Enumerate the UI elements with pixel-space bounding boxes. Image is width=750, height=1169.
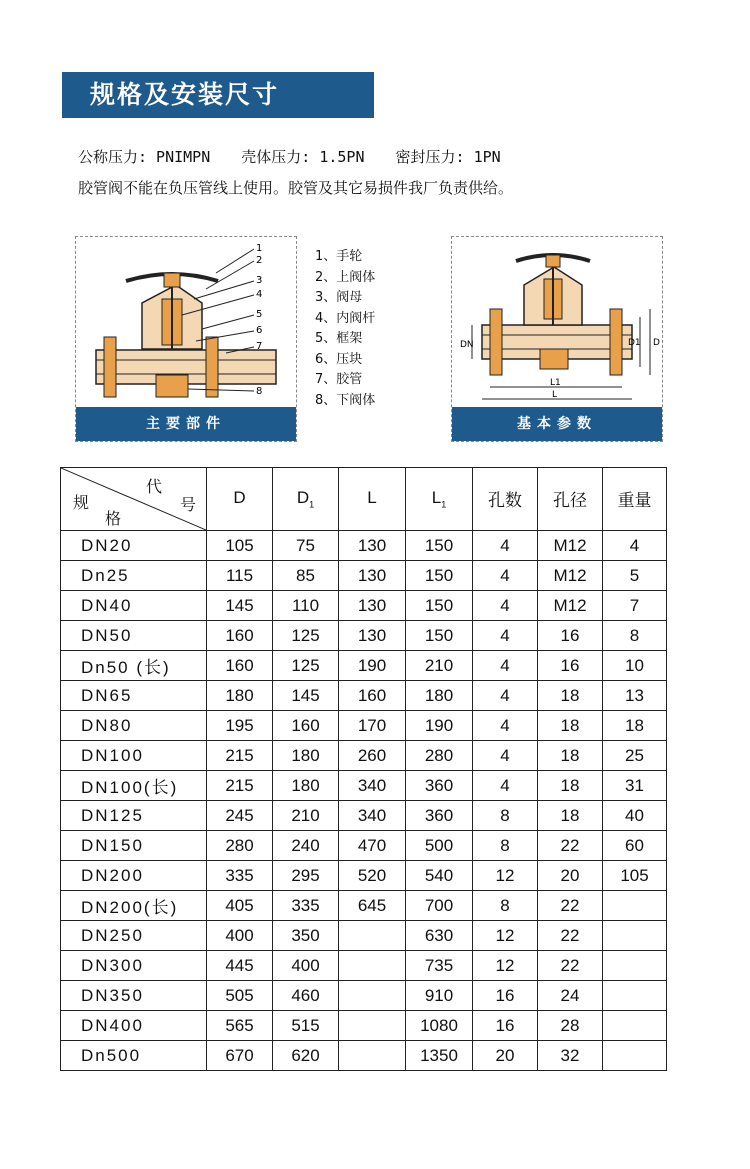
value-cell — [339, 1041, 406, 1071]
part-item: 4、内阀杆 — [315, 310, 376, 326]
value-cell: 12 — [473, 951, 538, 981]
value-cell: 400 — [273, 951, 339, 981]
value-cell — [603, 1011, 667, 1041]
value-cell: 240 — [273, 831, 339, 861]
callout-3: 3 — [256, 275, 263, 286]
value-cell: 160 — [207, 651, 273, 681]
column-header: L — [339, 468, 406, 531]
value-cell: 4 — [473, 531, 538, 561]
part-item: 7、胶管 — [315, 372, 363, 387]
value-cell: 160 — [273, 711, 339, 741]
table-row — [61, 651, 667, 681]
value-cell: 210 — [406, 651, 473, 681]
value-cell: 18 — [538, 681, 603, 711]
header-spec-1: 规 — [73, 495, 90, 512]
value-cell: 360 — [406, 801, 473, 831]
value-cell: 85 — [273, 561, 339, 591]
spec-cell: DN50 — [61, 621, 207, 651]
value-cell: 10 — [603, 651, 667, 681]
table-row — [61, 831, 667, 861]
nominal-pressure: 公称压力: PNIMPN — [78, 148, 211, 166]
spec-cell: DN40 — [61, 591, 207, 621]
value-cell — [339, 921, 406, 951]
part-item: 2、上阀体 — [315, 269, 376, 285]
value-cell: M12 — [538, 561, 603, 591]
column-header: D — [207, 468, 273, 531]
value-cell: 260 — [339, 741, 406, 771]
value-cell: M12 — [538, 591, 603, 621]
value-cell: 565 — [207, 1011, 273, 1041]
value-cell: 4 — [473, 711, 538, 741]
value-cell: 150 — [406, 561, 473, 591]
table-row — [61, 711, 667, 741]
value-cell: 160 — [207, 621, 273, 651]
value-cell — [339, 981, 406, 1011]
value-cell: 4 — [473, 771, 538, 801]
value-cell: 18 — [538, 711, 603, 741]
value-cell: 645 — [339, 891, 406, 921]
table-row — [61, 591, 667, 621]
value-cell: 170 — [339, 711, 406, 741]
value-cell: 22 — [538, 831, 603, 861]
table-row — [61, 921, 667, 951]
value-cell: 180 — [273, 771, 339, 801]
value-cell: 18 — [538, 741, 603, 771]
column-header: $L_1$ — [406, 468, 473, 531]
components-caption: 主要部件 — [76, 407, 296, 441]
value-cell: 620 — [273, 1041, 339, 1071]
value-cell: 105 — [603, 861, 667, 891]
value-cell: 1080 — [406, 1011, 473, 1041]
valve-components-drawing — [76, 237, 298, 409]
value-cell: 28 — [538, 1011, 603, 1041]
value-cell: 150 — [406, 591, 473, 621]
part-item: 6、压块 — [315, 351, 363, 367]
components-figure — [75, 236, 297, 442]
dim-dn: DN — [460, 340, 474, 350]
value-cell: 460 — [273, 981, 339, 1011]
value-cell: 4 — [473, 741, 538, 771]
spec-cell: DN150 — [61, 831, 207, 861]
value-cell: 8 — [473, 801, 538, 831]
value-cell: 130 — [339, 591, 406, 621]
spec-cell: DN200(长) — [61, 891, 207, 921]
value-cell: 400 — [207, 921, 273, 951]
value-cell — [603, 921, 667, 951]
spec-cell: DN100(长) — [61, 771, 207, 801]
value-cell: 40 — [603, 801, 667, 831]
value-cell: 7 — [603, 591, 667, 621]
value-cell: 1350 — [406, 1041, 473, 1071]
value-cell: 195 — [207, 711, 273, 741]
value-cell: 360 — [406, 771, 473, 801]
value-cell: 405 — [207, 891, 273, 921]
value-cell: 8 — [603, 621, 667, 651]
value-cell — [603, 981, 667, 1011]
value-cell: 105 — [207, 531, 273, 561]
value-cell: 22 — [538, 921, 603, 951]
spec-cell: DN300 — [61, 951, 207, 981]
spec-cell: DN20 — [61, 531, 207, 561]
spec-cell: DN65 — [61, 681, 207, 711]
part-item: 1、手轮 — [315, 249, 363, 264]
callout-4: 4 — [256, 289, 263, 300]
dim-d: D — [653, 338, 660, 348]
table-row — [61, 771, 667, 801]
value-cell: 130 — [339, 621, 406, 651]
table-row — [61, 951, 667, 981]
callout-2: 2 — [256, 255, 263, 266]
header-spec-2: 格 — [105, 511, 122, 528]
value-cell: 180 — [273, 741, 339, 771]
value-cell: 4 — [473, 621, 538, 651]
value-cell: 210 — [273, 801, 339, 831]
value-cell: 630 — [406, 921, 473, 951]
value-cell: 8 — [473, 891, 538, 921]
spec-cell: DN200 — [61, 861, 207, 891]
spec-cell: Dn500 — [61, 1041, 207, 1071]
value-cell: 125 — [273, 621, 339, 651]
value-cell: 520 — [339, 861, 406, 891]
spec-cell: Dn50 (长) — [61, 651, 207, 681]
header-code-2: 号 — [179, 497, 196, 514]
usage-note: 胶管阀不能在负压管线上使用。胶管及其它易损件我厂负责供给。 — [78, 179, 514, 197]
value-cell: 160 — [339, 681, 406, 711]
value-cell: 910 — [406, 981, 473, 1011]
table-body — [61, 531, 667, 1071]
dim-l: L — [552, 390, 558, 400]
value-cell: 180 — [207, 681, 273, 711]
column-header: $D_1$ — [273, 468, 339, 531]
value-cell — [339, 1011, 406, 1041]
table-row — [61, 531, 667, 561]
value-cell: 4 — [473, 681, 538, 711]
dim-d1: D1 — [628, 338, 641, 348]
table-row — [61, 801, 667, 831]
value-cell: 150 — [406, 621, 473, 651]
column-header: 重量 — [603, 468, 667, 531]
section-title: 规格及安装尺寸 — [62, 72, 374, 118]
value-cell: 5 — [603, 561, 667, 591]
table-row — [61, 981, 667, 1011]
value-cell: M12 — [538, 531, 603, 561]
value-cell: 340 — [339, 771, 406, 801]
value-cell: 295 — [273, 861, 339, 891]
value-cell: 180 — [406, 681, 473, 711]
value-cell: 470 — [339, 831, 406, 861]
value-cell: 130 — [339, 561, 406, 591]
value-cell: 150 — [406, 531, 473, 561]
value-cell: 12 — [473, 921, 538, 951]
value-cell: 335 — [207, 861, 273, 891]
value-cell — [603, 951, 667, 981]
callout-8: 8 — [256, 386, 263, 397]
table-header-row — [61, 468, 667, 531]
value-cell: 4 — [473, 591, 538, 621]
value-cell: 505 — [207, 981, 273, 1011]
value-cell: 16 — [538, 651, 603, 681]
value-cell: 20 — [473, 1041, 538, 1071]
spec-cell: DN350 — [61, 981, 207, 1011]
dimensions-table-wrap — [60, 467, 667, 1071]
value-cell: 32 — [538, 1041, 603, 1071]
value-cell: 16 — [538, 621, 603, 651]
value-cell: 500 — [406, 831, 473, 861]
parts-list — [315, 247, 375, 411]
table-row — [61, 621, 667, 651]
value-cell: 4 — [603, 531, 667, 561]
dim-l1: L1 — [550, 378, 561, 388]
value-cell — [603, 1041, 667, 1071]
value-cell: 340 — [339, 801, 406, 831]
value-cell: 125 — [273, 651, 339, 681]
pressure-specs — [78, 146, 523, 167]
value-cell: 75 — [273, 531, 339, 561]
value-cell: 700 — [406, 891, 473, 921]
value-cell: 215 — [207, 771, 273, 801]
value-cell: 18 — [603, 711, 667, 741]
table-row — [61, 891, 667, 921]
value-cell — [603, 891, 667, 921]
value-cell: 115 — [207, 561, 273, 591]
value-cell: 16 — [473, 981, 538, 1011]
value-cell: 280 — [207, 831, 273, 861]
value-cell: 20 — [538, 861, 603, 891]
value-cell: 735 — [406, 951, 473, 981]
value-cell: 60 — [603, 831, 667, 861]
value-cell: 540 — [406, 861, 473, 891]
value-cell: 4 — [473, 561, 538, 591]
spec-cell: DN100 — [61, 741, 207, 771]
value-cell: 8 — [473, 831, 538, 861]
value-cell: 335 — [273, 891, 339, 921]
value-cell: 670 — [207, 1041, 273, 1071]
value-cell: 145 — [207, 591, 273, 621]
callout-6: 6 — [256, 325, 263, 336]
value-cell: 350 — [273, 921, 339, 951]
value-cell: 445 — [207, 951, 273, 981]
value-cell: 245 — [207, 801, 273, 831]
spec-cell: DN250 — [61, 921, 207, 951]
shell-pressure: 壳体压力: 1.5PN — [241, 148, 365, 166]
value-cell: 190 — [406, 711, 473, 741]
table-row — [61, 1011, 667, 1041]
header-code-1: 代 — [145, 479, 162, 496]
column-header: 孔径 — [538, 468, 603, 531]
dimensions-table — [60, 467, 667, 1071]
value-cell: 22 — [538, 951, 603, 981]
column-header: 孔数 — [473, 468, 538, 531]
part-item: 5、框架 — [315, 331, 363, 346]
value-cell: 13 — [603, 681, 667, 711]
spec-cell: DN80 — [61, 711, 207, 741]
value-cell: 4 — [473, 651, 538, 681]
parameters-figure — [451, 236, 663, 442]
value-cell: 515 — [273, 1011, 339, 1041]
value-cell: 25 — [603, 741, 667, 771]
value-cell: 18 — [538, 801, 603, 831]
callout-1: 1 — [256, 243, 263, 254]
table-row — [61, 1041, 667, 1071]
callout-5: 5 — [256, 309, 263, 320]
table-row — [61, 681, 667, 711]
value-cell: 24 — [538, 981, 603, 1011]
value-cell — [339, 951, 406, 981]
valve-dimensions-drawing — [452, 237, 664, 409]
value-cell: 190 — [339, 651, 406, 681]
part-item: 3、阀母 — [315, 290, 363, 305]
parameters-caption: 基本参数 — [452, 407, 662, 441]
callout-7: 7 — [256, 341, 263, 352]
value-cell: 12 — [473, 861, 538, 891]
header-spec-code — [61, 468, 207, 531]
spec-cell: DN125 — [61, 801, 207, 831]
table-row — [61, 741, 667, 771]
table-row — [61, 861, 667, 891]
value-cell: 280 — [406, 741, 473, 771]
value-cell: 22 — [538, 891, 603, 921]
spec-cell: DN400 — [61, 1011, 207, 1041]
spec-cell: Dn25 — [61, 561, 207, 591]
value-cell: 130 — [339, 531, 406, 561]
value-cell: 145 — [273, 681, 339, 711]
table-row — [61, 561, 667, 591]
value-cell: 31 — [603, 771, 667, 801]
seal-pressure: 密封压力: 1PN — [395, 148, 501, 166]
part-item: 8、下阀体 — [315, 392, 376, 408]
value-cell: 110 — [273, 591, 339, 621]
value-cell: 16 — [473, 1011, 538, 1041]
value-cell: 215 — [207, 741, 273, 771]
value-cell: 18 — [538, 771, 603, 801]
